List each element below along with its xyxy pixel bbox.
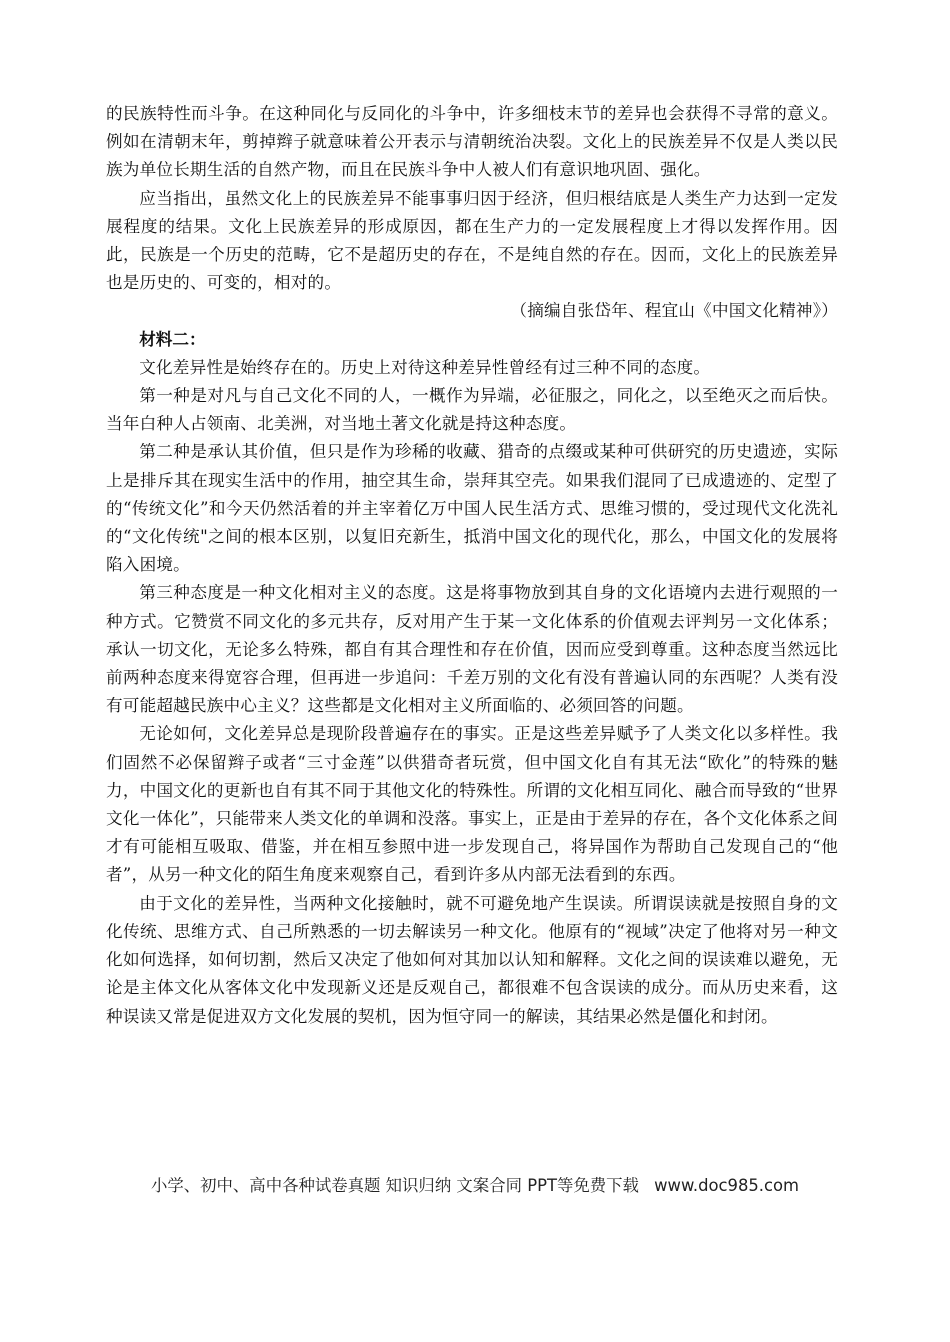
paragraph: 文化差异性是始终存在的。历史上对待这种差异性曾经有过三种不同的态度。 [139,357,711,377]
section-heading: 材料二： [139,329,206,349]
source-citation: （摘编自张岱年、程宜山《中国文化精神》） [510,301,838,321]
page-footer [0,1172,950,1196]
footer-url[interactable]: www.doc985.com [654,1176,800,1195]
paragraph: 由于文化的差异性，当两种文化接触时，就不可避免地产生误读。所谓误读就是按照自身的文化传统、思维方式、自己所熟悉的一切去解读另一种文化。他原有的“视域”决定了他将对另一种文化如何选择，如何切割，然后又决定了他如何对其加以认知和解释。文化之间的误读难以避免，无论是主体文化从客体文化中发现新义还是反观自己，都很难不包含误读的成分。而从历史来看，这种误读又常是促进双方文化发展的契机，因为恒守同一的解读，其结果必然是僵化和封闭。 [106,893,838,1026]
paragraph: 第三种态度是一种文化相对主义的态度。这是将事物放到其自身的文化语境内去进行观照的一种方式。它赞赏不同文化的多元共存，反对用产生于某一文化体系的价值观去评判另一文化体系；承认一切文化，无论多么特殊，都自有其合理性和存在价值，因而应受到尊重。这种态度当然远比前两种态度来得宽容合理，但再进一步追问：千差万别的文化有没有普遍认同的东西呢？人类有没有可能超越民族中心主义？这些都是文化相对主义所面临的、必须回答的问题。 [106,583,838,716]
paragraph: 第二种是承认其价值，但只是作为珍稀的收藏、猎奇的点缀或某种可供研究的历史遗迹，实际上是排斥其在现实生活中的作用，抽空其生命，崇拜其空壳。如果我们混同了已成遗迹的、定型了的“传统文化”和今天仍然活着的并主宰着亿万中国人民生活方式、思维习惯的，受过现代文化洗礼的“文化传统"之间的根本区别，以复旧充新生，抵消中国文化的现代化，那么，中国文化的发展将陷入困境。 [106,442,838,575]
paragraph-continued: 的民族特性而斗争。在这种同化与反同化的斗争中，许多细枝末节的差异也会获得不寻常的意义。例如在清朝末年，剪掉辫子就意味着公开表示与清朝统治决裂。文化上的民族差异不仅是人类以民族为单位长期生活的自然产物，而且在民族斗争中人被人们有意识地巩固、强化。 [106,104,838,180]
paragraph: 无论如何，文化差异总是现阶段普遍存在的事实。正是这些差异赋予了人类文化以多样性。我们固然不必保留辫子或者“三寸金莲”以供猎奇者玩赏，但中国文化自有其无法“欧化”的特殊的魅力，中国文化的更新也自有其不同于其他文化的特殊性。所谓的文化相互同化、融合而导致的“世界文化一体化”，只能带来人类文化的单调和没落。事实上，正是由于差异的存在，各个文化体系之间才有可能相互吸取、借鉴，并在相互参照中进一步发现自己，将异国作为帮助自己发现自己的“他者”，从另一种文化的陌生角度来观察自己，看到许多从内部无法看到的东西。 [106,724,838,885]
document-body [106,100,838,1031]
paragraph: 应当指出，虽然文化上的民族差异不能事事归因于经济，但归根结底是人类生产力达到一定发展程度的结果。文化上民族差异的形成原因，都在生产力的一定发展程度上才得以发挥作用。因此，民族是一个历史的范畴，它不是超历史的存在，不是纯自然的存在。因而，文化上的民族差异也是历史的、可变的，相对的。 [106,188,838,293]
paragraph: 第一种是对凡与自己文化不同的人，一概作为异端，必征服之，同化之，以至绝灭之而后快。当年白种人占领南、北美洲，对当地土著文化就是持这种态度。 [106,386,838,434]
footer-text: 小学、初中、高中各种试卷真题 知识归纳 文案合同 PPT等免费下载 [150,1176,639,1195]
